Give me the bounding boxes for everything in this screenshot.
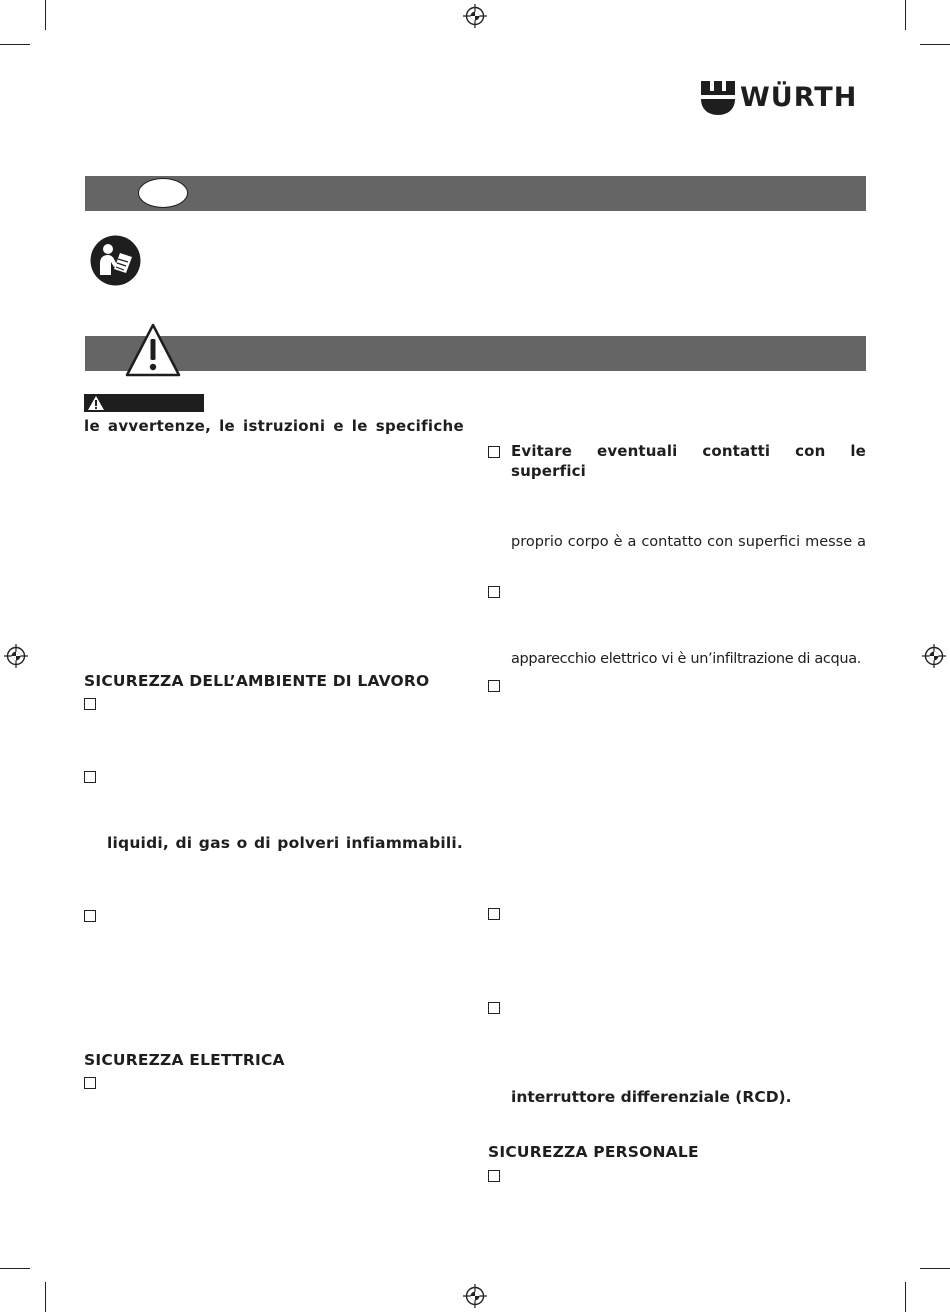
heading-work-area-safety: SICUREZZA DELL’AMBIENTE DI LAVORO bbox=[84, 672, 430, 690]
flammable-warning-text: liquidi, di gas o di polveri infiammabili. bbox=[107, 834, 463, 852]
heading-electrical-safety: SICUREZZA ELETTRICA bbox=[84, 1051, 285, 1069]
read-manual-icon bbox=[90, 235, 141, 286]
registration-mark-left-icon bbox=[3, 643, 29, 669]
registration-mark-bottom-icon bbox=[462, 1283, 488, 1309]
checkbox-work-area-2 bbox=[84, 771, 96, 783]
body-contact-text: proprio corpo è a contatto con superfici messe a bbox=[511, 534, 866, 550]
heading-personal-safety: SICUREZZA PERSONALE bbox=[488, 1143, 699, 1161]
warning-intro-text: le avvertenze, le istruzioni e le specifiche bbox=[84, 417, 464, 435]
rcd-text: interruttore differenziale (RCD). bbox=[511, 1088, 792, 1106]
checkbox-outdoor-use bbox=[488, 908, 500, 920]
warning-triangle-icon bbox=[124, 322, 182, 378]
checkbox-work-area-3 bbox=[84, 910, 96, 922]
language-header-bar bbox=[85, 176, 866, 211]
checkbox-water bbox=[488, 586, 500, 598]
wurth-logo bbox=[700, 80, 870, 118]
checkbox-contact-surfaces bbox=[488, 446, 500, 458]
warning-small-icon bbox=[87, 395, 105, 411]
warning-label-box bbox=[84, 394, 204, 412]
checkbox-power-cord bbox=[488, 680, 500, 692]
language-code-oval bbox=[138, 178, 188, 208]
checkbox-work-area-1 bbox=[84, 698, 96, 710]
registration-mark-right-icon bbox=[921, 643, 947, 669]
wurth-wordmark: WÜRTH bbox=[740, 82, 858, 113]
checkbox-electrical-1 bbox=[84, 1077, 96, 1089]
checkbox-damp-environment bbox=[488, 1002, 500, 1014]
safety-header-bar bbox=[85, 336, 866, 371]
wurth-logo-mark-icon bbox=[700, 80, 736, 116]
contact-surfaces-text: Evitare eventuali contatti con le superfici bbox=[511, 442, 866, 480]
water-infiltration-text: apparecchio elettrico vi è un’infiltrazione di acqua. bbox=[511, 651, 861, 667]
checkbox-personal-1 bbox=[488, 1170, 500, 1182]
registration-mark-top-icon bbox=[462, 3, 488, 29]
